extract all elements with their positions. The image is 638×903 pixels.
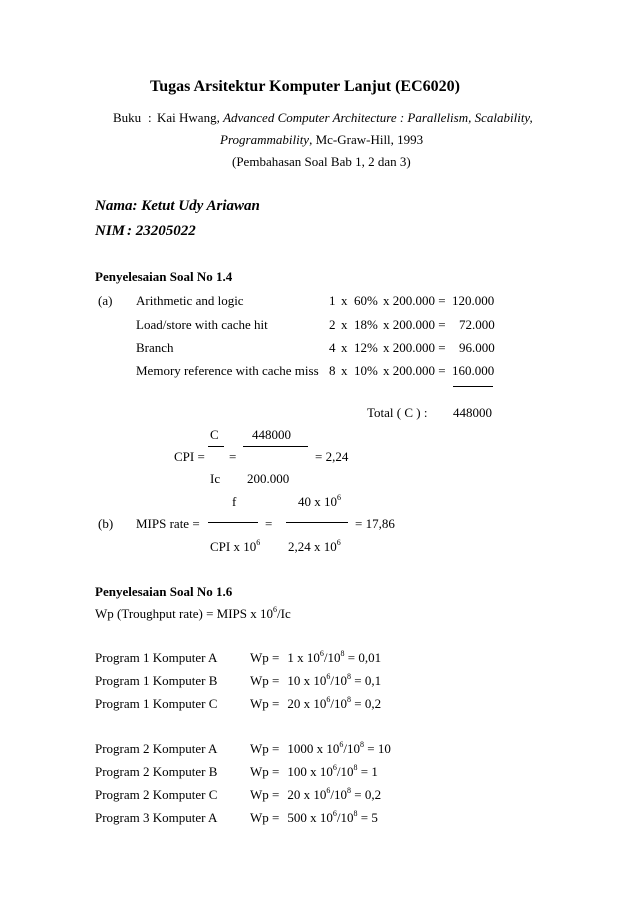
wp-divisor: /10	[323, 650, 341, 665]
part-a-label: (a)	[98, 293, 113, 308]
wp-lhs: Wp =	[250, 673, 280, 688]
cpi-result: = 2,24	[315, 449, 349, 464]
cpi-numerator-value: 448000	[252, 427, 291, 442]
wp-equation	[250, 788, 381, 801]
wp-result: = 5	[357, 810, 378, 825]
wp-program-label: Program 1 Komputer A	[95, 650, 218, 665]
wp-formula	[95, 607, 291, 620]
cpi-equals: =	[229, 449, 237, 464]
row-cpi: 2	[329, 317, 336, 332]
pembahasan-note: (Pembahasan Soal Bab 1, 2 dan 3)	[232, 154, 411, 169]
wp-exponent-denominator: 8	[346, 786, 351, 795]
row-label: Branch	[136, 340, 174, 355]
wp-program-label: Program 2 Komputer B	[95, 764, 218, 779]
row-cpi: 4	[329, 340, 336, 355]
wp-formula-exponent: 6	[273, 605, 278, 614]
wp-divisor: /10	[336, 764, 354, 779]
wp-lhs: Wp =	[250, 787, 280, 802]
wp-exponent-denominator: 8	[346, 672, 351, 681]
document-title: Tugas Arsitektur Komputer Lanjut (EC6020)	[150, 78, 460, 95]
mips-denominator-symbol	[210, 540, 260, 553]
mips-result: = 17,86	[355, 516, 395, 531]
wp-program-label: Program 3 Komputer A	[95, 810, 218, 825]
row-multiplier: x 200.000 =	[383, 363, 446, 378]
row-times: x	[341, 340, 348, 355]
row-percent: 12%	[354, 340, 378, 355]
wp-divisor: /10	[330, 696, 347, 711]
mips-fraction-bar-numeric	[286, 522, 348, 523]
wp-result: = 0,2	[350, 787, 382, 802]
part-b-label: (b)	[98, 516, 114, 531]
soal16-heading: Penyelesaian Soal No 1.6	[95, 584, 233, 599]
wp-exponent-denominator: 8	[353, 809, 358, 818]
mips-denominator-base: CPI x 10	[210, 539, 257, 554]
wp-multiplier: 10 x 10	[287, 673, 327, 688]
row-result: 72.000	[459, 317, 495, 332]
wp-divisor: /10	[336, 810, 354, 825]
wp-result: = 10	[363, 741, 391, 756]
mips-fraction-bar-symbolic	[208, 522, 258, 523]
wp-exponent-numerator: 6	[332, 763, 337, 772]
wp-program-label: Program 1 Komputer C	[95, 696, 218, 711]
wp-lhs: Wp =	[250, 650, 280, 665]
mips-numerator-base: 40 x 10	[298, 494, 337, 509]
mips-denominator-value-base: 2,24 x 10	[288, 539, 337, 554]
wp-lhs: Wp =	[250, 741, 280, 756]
buku-author: Kai Hwang,	[157, 110, 220, 125]
buku-separator: :	[148, 110, 152, 125]
row-label: Memory reference with cache miss	[136, 363, 319, 378]
wp-exponent-numerator: 6	[326, 695, 331, 704]
wp-program-label: Program 2 Komputer A	[95, 741, 218, 756]
wp-lhs: Wp =	[250, 764, 280, 779]
nim-label: NIM	[95, 223, 126, 239]
buku-line-1	[157, 111, 533, 124]
wp-exponent-denominator: 8	[346, 695, 351, 704]
total-label: Total ( C ) :	[367, 405, 428, 420]
row-times: x	[341, 317, 348, 332]
wp-divisor: /10	[330, 787, 347, 802]
wp-equation	[250, 811, 378, 824]
cpi-fraction-bar-numeric	[243, 446, 308, 447]
row-result: 96.000	[459, 340, 495, 355]
wp-formula-tail: /Ic	[277, 606, 291, 621]
row-cpi: 1	[329, 293, 336, 308]
wp-lhs: Wp =	[250, 696, 280, 711]
cpi-fraction-bar-symbolic	[208, 446, 224, 447]
wp-equation	[250, 742, 391, 755]
wp-exponent-numerator: 6	[326, 672, 331, 681]
wp-equation	[250, 697, 381, 710]
buku-title-line-1: Advanced Computer Architecture : Parallelism, Scalability,	[223, 110, 533, 125]
wp-divisor: /10	[343, 741, 360, 756]
wp-result: = 0,1	[350, 673, 382, 688]
row-result: 160.000	[452, 363, 495, 378]
mips-numerator-symbol: f	[232, 494, 237, 509]
wp-multiplier: 1000 x 10	[287, 741, 340, 756]
wp-equation	[250, 651, 381, 664]
cpi-numerator-symbol: C	[210, 427, 219, 442]
row-multiplier: x 200.000 =	[383, 340, 446, 355]
wp-divisor: /10	[330, 673, 347, 688]
wp-multiplier: 500 x 10	[287, 810, 333, 825]
buku-label: Buku	[113, 110, 142, 125]
nim-line	[95, 224, 196, 239]
row-label: Load/store with cache hit	[136, 317, 268, 332]
wp-formula-base: Wp (Troughput rate) = MIPS x 10	[95, 606, 274, 621]
wp-multiplier: 20 x 10	[287, 696, 327, 711]
cpi-label: CPI =	[174, 449, 205, 464]
total-value: 448000	[453, 405, 492, 420]
wp-result: = 0,01	[344, 650, 382, 665]
wp-exponent-numerator: 6	[332, 809, 337, 818]
wp-multiplier: 1 x 10	[287, 650, 320, 665]
wp-result: = 0,2	[350, 696, 382, 711]
wp-equation	[250, 765, 378, 778]
row-cpi: 8	[329, 363, 336, 378]
row-percent: 10%	[354, 363, 378, 378]
cpi-denominator-symbol: Ic	[210, 471, 221, 486]
wp-exponent-denominator: 8	[359, 740, 364, 749]
buku-publisher: , Mc-Graw-Hill, 1993	[309, 132, 424, 147]
wp-equation	[250, 674, 381, 687]
row-times: x	[341, 293, 348, 308]
wp-exponent-numerator: 6	[326, 786, 331, 795]
wp-exponent-denominator: 8	[340, 649, 345, 658]
mips-label: MIPS rate =	[136, 516, 200, 531]
soal14-heading: Penyelesaian Soal No 1.4	[95, 269, 233, 284]
row-label: Arithmetic and logic	[136, 293, 244, 308]
wp-multiplier: 20 x 10	[287, 787, 327, 802]
wp-exponent-numerator: 6	[339, 740, 344, 749]
mips-denominator-exponent: 6	[256, 538, 261, 547]
wp-result: = 1	[357, 764, 378, 779]
sum-rule	[453, 386, 493, 387]
cpi-denominator-value: 200.000	[247, 471, 290, 486]
row-percent: 18%	[354, 317, 378, 332]
row-times: x	[341, 363, 348, 378]
mips-denominator-value	[288, 540, 341, 553]
row-multiplier: x 200.000 =	[383, 293, 446, 308]
wp-program-label: Program 1 Komputer B	[95, 673, 218, 688]
row-result: 120.000	[452, 293, 495, 308]
buku-line-2	[220, 133, 423, 146]
nama-value: : Ketut Udy Ariawan	[132, 198, 260, 214]
nama-label: Nama	[95, 198, 133, 214]
wp-exponent-numerator: 6	[319, 649, 324, 658]
mips-denominator-value-exponent: 6	[336, 538, 341, 547]
nama-line	[95, 199, 260, 214]
mips-equals: =	[265, 516, 273, 531]
row-percent: 60%	[354, 293, 378, 308]
wp-lhs: Wp =	[250, 810, 280, 825]
mips-numerator-value	[298, 495, 341, 508]
mips-numerator-exponent: 6	[337, 493, 341, 502]
wp-multiplier: 100 x 10	[287, 764, 333, 779]
row-multiplier: x 200.000 =	[383, 317, 446, 332]
wp-exponent-denominator: 8	[353, 763, 358, 772]
nim-value: : 23205022	[127, 223, 196, 239]
wp-program-label: Program 2 Komputer C	[95, 787, 218, 802]
buku-title-line-2: Programmability	[220, 132, 310, 147]
